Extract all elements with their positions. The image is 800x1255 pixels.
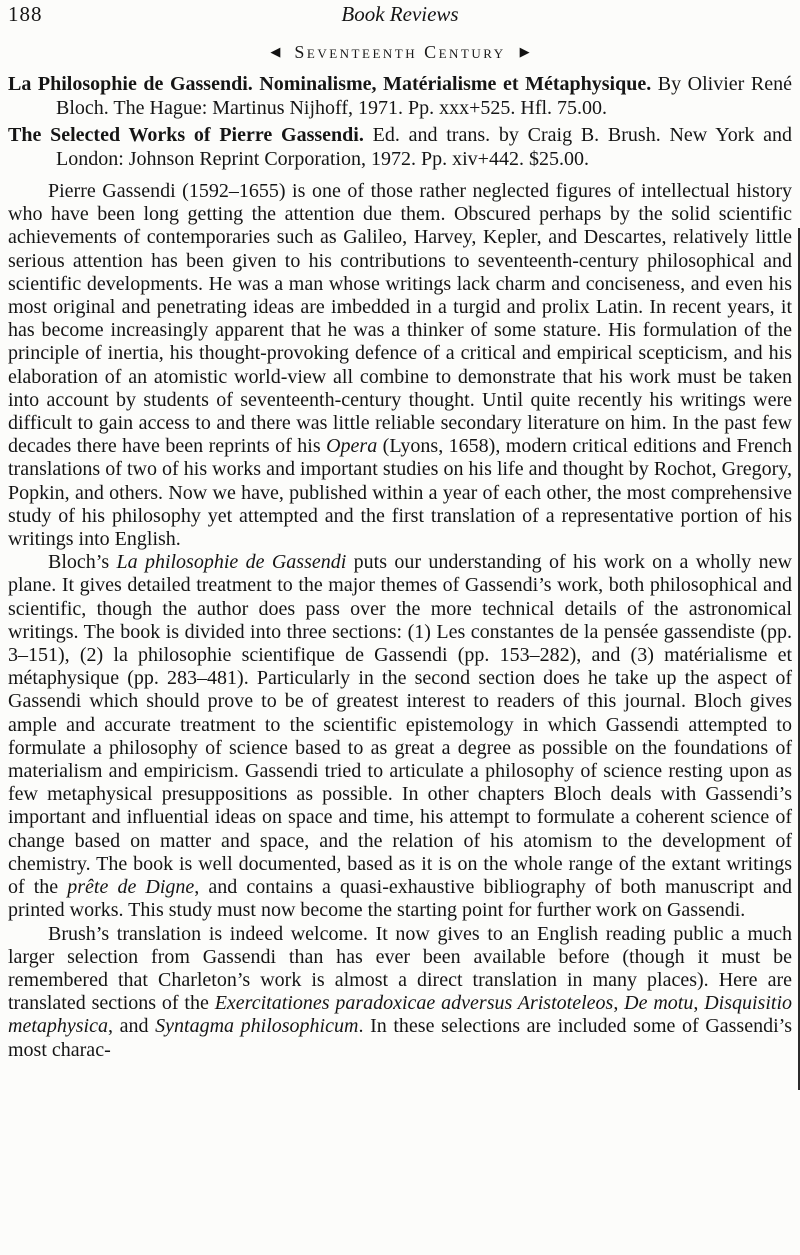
text-run: By Olivier René Bloch. The Hague: Martinus Nijhoff, 1971. Pp. xxx+525. Hfl. 75.00. (56, 73, 792, 119)
italic-text-run: Syntagma philosophicum (155, 1015, 359, 1038)
bibliographic-entry (8, 124, 792, 171)
bibliography-entries (8, 73, 792, 171)
section-title: Seventeenth Century (294, 42, 506, 62)
text-run: , (613, 992, 625, 1015)
text-run: , and contains a quasi-exhaustive bibliography of both manuscript and printed works. This study must now become the starting point for further work on Gassendi. (8, 876, 792, 922)
italic-text-run: Disquisitio metaphysica (8, 992, 793, 1038)
text-run: Ed. and trans. by Craig B. Brush. New York and London: Johnson Reprint Corporation, 1972. Pp. xiv+442. $25.00. (56, 124, 793, 170)
italic-text-run: De motu (624, 992, 694, 1015)
section-heading (8, 42, 792, 63)
text-run: Bloch’s (48, 551, 117, 574)
running-title: Book Reviews (341, 2, 459, 26)
italic-text-run: Exercitationes paradoxicae adversus Aristoteleos (214, 992, 614, 1015)
text-run: , (693, 992, 705, 1015)
italic-text-run: Opera (326, 435, 378, 458)
text-run: Brush’s translation is indeed welcome. It now gives to an English reading public a much larger selection from Gassendi than has ever been available before (though it must be remembered that Charleton’s work is almost a direct translation in many places). Here are translated sections of the (8, 922, 792, 1015)
body-paragraph (8, 180, 792, 551)
bibliographic-entry (8, 73, 792, 120)
body-paragraph (8, 551, 792, 922)
page-header (8, 2, 792, 30)
page-number: 188 (8, 2, 43, 26)
italic-text-run: prête de Digne (67, 876, 195, 899)
text-run: . In these selections are included some of Gassendi’s most charac- (8, 1015, 792, 1061)
right-triangle-icon: ▶ (519, 44, 530, 59)
text-run: puts our understanding of his work on a wholly new plane. It gives detailed treatment to the major themes of Gassendi’s work, both philosophical and scientific, though the author does pass over the more technical details of the astronomical writings. The book is divided into three sections: (1) Les constantes de la pensée gassendiste (pp. 3–151), (2) la philosophie scientifique de Gassendi (pp. 153–282), and (3) matérialisme et métaphysique (pp. 283–481). Particularly in the second section does he take up the aspect of Gassendi which should prove to be of greatest interest to readers of this journal. Bloch gives ample and accurate treatment to the scientific epistemology in which Gassendi attempted to formulate a philosophy of science based to as great a degree as possible on the foundations of materialism and empiricism. Gassendi tried to articulate a philosophy of science resting upon as few metaphysical presuppositions as possible. In other chapters Bloch deals with Gassendi’s important and influential ideas on space and time, his attempt to formulate a coherent science of change based on matter and space, and the relation of his atomism to the development of chemistry. The book is well documented, based as it is on the whole range of the extant writings of the (8, 551, 792, 899)
review-body (8, 180, 792, 1062)
italic-text-run: La philosophie de Gassendi (116, 551, 347, 574)
text-run: Pierre Gassendi (1592–1655) is one of those rather neglected figures of intellectual history who have been long getting the attention due them. Obscured perhaps by the solid scientific achievements of contemporaries such as Galileo, Harvey, Kepler, and Descartes, relatively little serious attention has been given to his contributions to seventeenth-century philosophical and scientific developments. He was a man whose writings lack charm and conciseness, and even his most original and penetrating ideas are imbedded in a turgid and prolix Latin. In recent years, it has become increasingly apparent that he was a thinker of some stature. His formulation of the principle of inertia, his thought-provoking defence of a critical and empirical scepticism, and his elaboration of an atomistic world-view all combine to demonstrate that his work must be taken into account by students of seventeenth-century thought. Until quite recently his writings were difficult to gain access to and there was little reliable secondary literature on him. In the past few decades there have been reprints of his (8, 180, 792, 458)
text-run: , and (107, 1015, 156, 1038)
left-triangle-icon: ◀ (270, 44, 281, 59)
text-run: (Lyons, 1658), modern critical editions and French translations of two of his works and important studies on his life and thought by Rochot, Gregory, Popkin, and others. Now we have, published within a year of each other, the most comprehensive study of his philosophy yet attempted and the first translation of a representative portion of his writings into English. (8, 435, 792, 551)
body-paragraph (8, 923, 792, 1062)
bold-text-run: La Philosophie de Gassendi. Nominalisme, Matérialisme et Métaphysique. (8, 73, 652, 95)
bold-text-run: The Selected Works of Pierre Gassendi. (8, 124, 364, 146)
